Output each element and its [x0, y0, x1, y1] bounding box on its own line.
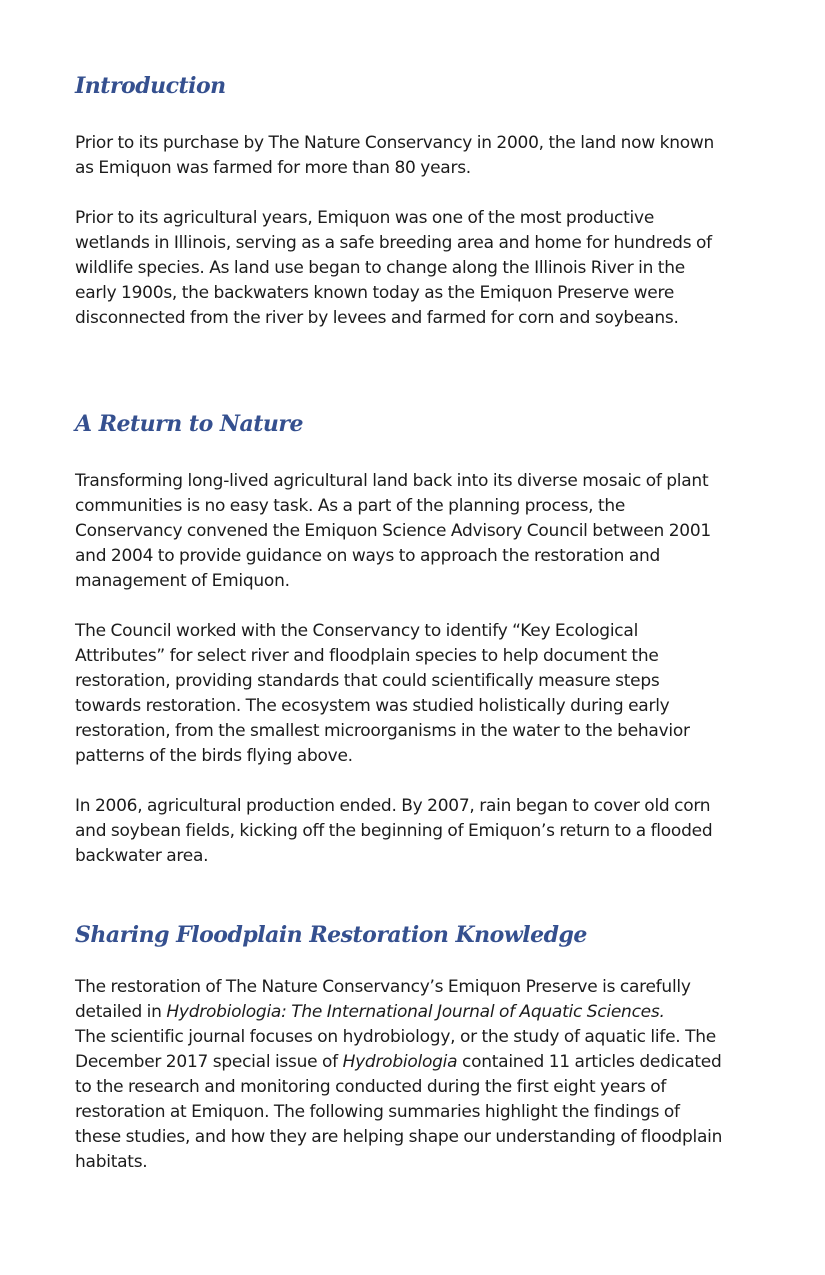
text-line: backwater area. — [75, 846, 209, 866]
return-paragraph-1 — [75, 469, 755, 594]
text-line: Prior to its purchase by The Nature Conservancy in 2000, the land now known — [75, 133, 715, 153]
journal-title: Hydrobiologia: The International Journal of Aquatic Sciences. — [166, 1002, 665, 1022]
text-line: Conservancy convened the Emiquon Science Advisory Council between 2001 — [75, 521, 711, 541]
text-line: disconnected from the river by levees and farmed for corn and soybeans. — [75, 308, 679, 328]
return-paragraph-2 — [75, 619, 755, 769]
text-line: as Emiquon was farmed for more than 80 years. — [75, 158, 471, 178]
text-line: Transforming long-lived agricultural land back into its diverse mosaic of plant — [75, 471, 709, 491]
text-line: restoration, from the smallest microorganisms in the water to the behavior — [75, 721, 690, 741]
intro-paragraph-1 — [75, 131, 755, 181]
sharing-paragraph — [75, 975, 755, 1175]
text-segment: detailed in — [75, 1002, 167, 1022]
text-line: Prior to its agricultural years, Emiquon was one of the most productive — [75, 208, 655, 228]
text-line: The restoration of The Nature Conservancy’s Emiquon Preserve is carefully — [75, 977, 691, 997]
text-line: and soybean fields, kicking off the beginning of Emiquon’s return to a flooded — [75, 821, 713, 841]
text-line: The scientific journal focuses on hydrobiology, or the study of aquatic life. The — [75, 1027, 716, 1047]
text-line: restoration, providing standards that could scientifically measure steps — [75, 671, 660, 691]
text-line: early 1900s, the backwaters known today as the Emiquon Preserve were — [75, 283, 675, 303]
text-line: In 2006, agricultural production ended. By 2007, rain began to cover old corn — [75, 796, 711, 816]
text-line: patterns of the birds flying above. — [75, 746, 353, 766]
text-segment: contained 11 articles dedicated — [457, 1052, 722, 1072]
journal-name: Hydrobiologia — [342, 1052, 458, 1072]
intro-paragraph-2 — [75, 206, 755, 331]
text-line: and 2004 to provide guidance on ways to approach the restoration and — [75, 546, 661, 566]
text-line: habitats. — [75, 1152, 148, 1172]
heading-return-to-nature: A Return to Nature — [75, 411, 304, 437]
heading-sharing-knowledge: Sharing Floodplain Restoration Knowledge — [75, 922, 587, 948]
return-paragraph-3 — [75, 794, 755, 869]
text-line: wildlife species. As land use began to change along the Illinois River in the — [75, 258, 685, 278]
text-line: The Council worked with the Conservancy to identify “Key Ecological — [75, 621, 639, 641]
heading-introduction: Introduction — [75, 73, 226, 99]
text-line-journal — [75, 1000, 755, 1025]
text-line: restoration at Emiquon. The following summaries highlight the findings of — [75, 1102, 680, 1122]
text-line: to the research and monitoring conducted during the first eight years of — [75, 1077, 667, 1097]
text-line: these studies, and how they are helping shape our understanding of floodplain — [75, 1127, 723, 1147]
text-line: wetlands in Illinois, serving as a safe breeding area and home for hundreds of — [75, 233, 712, 253]
text-line-issue — [75, 1050, 755, 1075]
text-line: towards restoration. The ecosystem was studied holistically during early — [75, 696, 670, 716]
text-line: communities is no easy task. As a part of the planning process, the — [75, 496, 626, 516]
text-line: Attributes” for select river and floodplain species to help document the — [75, 646, 659, 666]
text-line: management of Emiquon. — [75, 571, 290, 591]
text-segment: December 2017 special issue of — [75, 1052, 343, 1072]
